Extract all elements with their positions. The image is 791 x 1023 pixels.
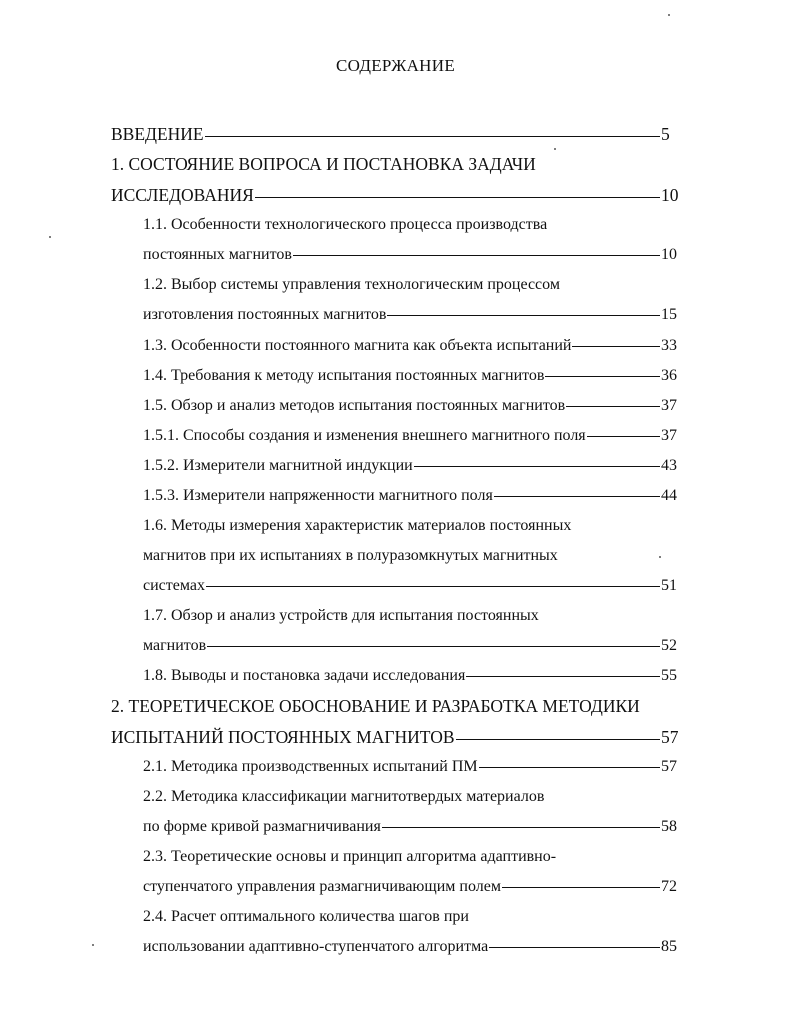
toc-entry-1-4	[143, 364, 681, 388]
toc-entry-1-5-2	[143, 454, 681, 478]
toc-entry-1-6-cont2	[143, 574, 681, 598]
toc-entry-1-1	[143, 213, 681, 237]
toc-leader-line	[382, 827, 660, 828]
toc-leader-line	[494, 496, 660, 497]
toc-leader-line	[479, 767, 660, 768]
toc-entry-2-3	[143, 845, 681, 869]
toc-entry-1-7	[143, 604, 681, 628]
toc-leader-line	[566, 406, 660, 407]
toc-entry-text: изготовления постоянных магнитов	[143, 306, 387, 323]
toc-entry-chapter-2	[111, 694, 666, 718]
toc-entry-text: магнитов	[143, 637, 207, 654]
toc-entry-text: 1.5.2. Измерители магнитной индукции	[143, 457, 413, 474]
toc-entry-1-6-cont	[143, 544, 681, 568]
toc-leader-line	[456, 739, 660, 740]
toc-entry-1-1-cont	[143, 243, 681, 267]
toc-entry-2-2	[143, 785, 681, 809]
toc-entry-text: 1.1. Особенности технологического процесса производства	[143, 216, 548, 233]
toc-page-number: 5	[661, 124, 670, 144]
toc-entry-1-6	[143, 514, 681, 538]
toc-page-number: 57	[661, 727, 679, 747]
toc-entry-2-2-cont	[143, 815, 681, 839]
toc-entry-2-4	[143, 905, 681, 929]
toc-entry-text: постоянных магнитов	[143, 246, 292, 263]
toc-leader-line	[387, 315, 660, 316]
toc-page-number: 72	[661, 878, 677, 895]
toc-leader-line	[572, 346, 660, 347]
toc-page-number: 10	[661, 246, 677, 263]
scan-speck	[659, 556, 661, 558]
toc-entry-text: 1.5.1. Способы создания и изменения внешнего магнитного поля	[143, 427, 586, 444]
toc-leader-line	[205, 136, 660, 137]
toc-entry-2-1	[143, 755, 681, 779]
toc-entry-2-4-cont	[143, 935, 681, 959]
toc-entry-text: системах	[143, 577, 205, 594]
toc-entry-text: 1.2. Выбор системы управления технологическим процессом	[143, 276, 560, 293]
toc-entry-text: 1.5. Обзор и анализ методов испытания постоянных магнитов	[143, 397, 566, 414]
toc-entry-text: 2.1. Методика производственных испытаний ПМ	[143, 758, 478, 775]
toc-entry-text: использовании адаптивно-ступенчатого алгоритма	[143, 938, 489, 955]
toc-page-number: 36	[661, 367, 677, 384]
toc-entry-introduction	[111, 122, 681, 146]
toc-entry-text: 2. ТЕОРЕТИЧЕСКОЕ ОБОСНОВАНИЕ И РАЗРАБОТКА МЕТОДИКИ	[111, 696, 640, 716]
toc-page-number: 55	[661, 667, 677, 684]
toc-page-number: 43	[661, 457, 677, 474]
toc-entry-text: 2.4. Расчет оптимального количества шагов при	[143, 908, 469, 925]
toc-entry-1-3	[143, 334, 681, 358]
scan-speck	[49, 236, 51, 238]
toc-entry-text: 1.5.3. Измерители напряженности магнитного поля	[143, 487, 493, 504]
toc-entry-text: магнитов при их испытаниях в полуразомкнутых магнитных	[143, 547, 558, 564]
toc-leader-line	[489, 947, 660, 948]
toc-entry-1-2	[143, 273, 681, 297]
scan-speck	[668, 14, 670, 16]
toc-entry-1-5-3	[143, 484, 681, 508]
toc-entry-text: 2.2. Методика классификации магнитотвердых материалов	[143, 788, 545, 805]
toc-leader-line	[207, 646, 660, 647]
toc-entry-text: ступенчатого управления размагничивающим полем	[143, 878, 501, 895]
toc-leader-line	[502, 887, 660, 888]
toc-entry-text: ИСПЫТАНИЙ ПОСТОЯННЫХ МАГНИТОВ	[111, 727, 455, 747]
toc-entry-1-5	[143, 394, 681, 418]
toc-leader-line	[587, 436, 660, 437]
toc-page-number: 10	[661, 185, 679, 205]
toc-page-number: 44	[661, 487, 677, 504]
toc-leader-line	[255, 197, 660, 198]
toc-leader-line	[206, 586, 660, 587]
toc-page-number: 51	[661, 577, 677, 594]
scan-speck	[92, 944, 94, 946]
toc-entry-text: ВВЕДЕНИЕ	[111, 124, 204, 144]
toc-entry-text: 1.4. Требования к методу испытания постоянных магнитов	[143, 367, 545, 384]
toc-entry-text: 1.6. Методы измерения характеристик материалов постоянных	[143, 517, 572, 534]
toc-entry-text: ИССЛЕДОВАНИЯ	[111, 185, 254, 205]
toc-leader-line	[414, 466, 660, 467]
toc-page-number: 37	[661, 427, 677, 444]
toc-entry-1-8	[143, 664, 681, 688]
toc-entry-text: 2.3. Теоретические основы и принцип алгоритма адаптивно-	[143, 848, 557, 865]
toc-entry-1-5-1	[143, 424, 681, 448]
toc-entry-text: 1.7. Обзор и анализ устройств для испытания постоянных	[143, 607, 539, 624]
toc-page-number: 37	[661, 397, 677, 414]
toc-page-number: 52	[661, 637, 677, 654]
toc-entry-1-2-cont	[143, 303, 681, 327]
toc-page-number: 58	[661, 818, 677, 835]
toc-entry-chapter-1	[111, 152, 681, 176]
scan-speck	[554, 148, 556, 150]
page-title: СОДЕРЖАНИЕ	[335, 56, 456, 75]
toc-entry-text: 1.3. Особенности постоянного магнита как объекта испытаний	[143, 337, 572, 354]
toc-page-number: 85	[661, 938, 677, 955]
toc-page-number: 57	[661, 758, 677, 775]
toc-leader-line	[293, 255, 660, 256]
toc-leader-line	[545, 376, 660, 377]
toc-entry-1-7-cont	[143, 634, 681, 658]
toc-leader-line	[466, 676, 660, 677]
toc-entry-chapter-2-cont	[111, 725, 681, 749]
toc-entry-text: по форме кривой размагничивания	[143, 818, 381, 835]
toc-entry-text: 1.8. Выводы и постановка задачи исследования	[143, 667, 466, 684]
toc-page-number: 33	[661, 337, 677, 354]
toc-entry-2-3-cont	[143, 875, 681, 899]
toc-entry-chapter-1-cont	[111, 183, 681, 207]
toc-entry-text: 1. СОСТОЯНИЕ ВОПРОСА И ПОСТАНОВКА ЗАДАЧИ	[111, 154, 536, 174]
toc-page-number: 15	[661, 306, 677, 323]
